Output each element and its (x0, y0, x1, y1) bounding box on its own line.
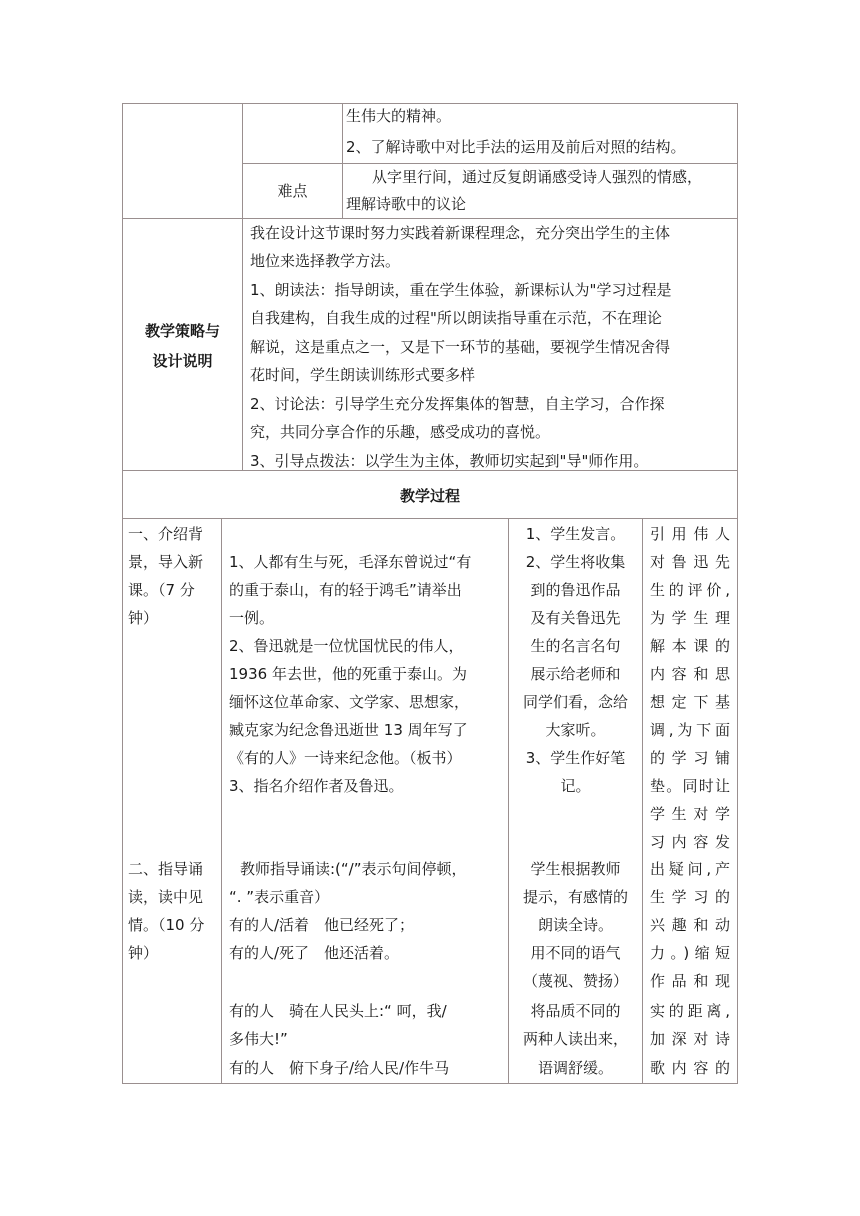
intent-line: 解本课的 (650, 637, 730, 655)
objective-line-2: 2、了解诗歌中对比手法的运用及前后对照的结构。 (346, 138, 686, 156)
step-1-line: 一、介绍背 (128, 525, 204, 543)
intent-line: 力。)缩短 (650, 944, 730, 962)
student-line: 2、学生将收集 (525, 553, 626, 571)
student-line: 记。 (560, 777, 591, 795)
step-1-line: 课。（7 分 (128, 581, 195, 599)
teacher-line: 臧克家为纪念鲁迅逝世 13 周年写了 (229, 721, 468, 739)
difficulty-line-1: 从字里行间，通过反复朗诵感受诗人强烈的情感， (372, 168, 703, 186)
teacher-line: 有的人/活着 他已经死了； (229, 916, 415, 934)
step-2-line: 二、指导诵 (128, 860, 204, 878)
teacher-line: 2、鲁迅就是一位忧国忧民的伟人， (229, 637, 464, 655)
teacher-line: 有的人 俯下身子/给人民/作牛马 (229, 1059, 450, 1077)
step-1-line: 钟） (128, 609, 159, 627)
teacher-line: 有的人/死了 他还活着。 (229, 944, 400, 962)
row-divider-difficulty (242, 163, 738, 164)
teacher-line: 多伟大!” (229, 1030, 288, 1048)
teacher-line: “. ”表示重音） (229, 888, 330, 906)
teacher-line: 3、指名介绍作者及鲁迅。 (229, 777, 404, 795)
table-border-bottom (122, 1083, 738, 1084)
strategy-line: 我在设计这节课时努力实践着新课程理念，充分突出学生的主体 (250, 224, 671, 242)
intent-line: 歌内容的 (650, 1059, 730, 1077)
student-line: 将品质不同的 (530, 1002, 621, 1020)
student-line: 1、学生发言。 (525, 525, 626, 543)
step-2-line: 钟） (128, 944, 159, 962)
intent-line: 为学生理 (650, 609, 730, 627)
strategy-line: 1、朗读法：指导朗读，重在学生体验，新课标认为"学习过程是 (250, 281, 672, 299)
process-title: 教学过程 (399, 487, 460, 505)
intent-line: 作品和现 (650, 972, 730, 990)
intent-line: 实的距离, (650, 1002, 730, 1020)
row-divider-process-body (122, 518, 738, 519)
student-line: 展示给老师和 (530, 665, 621, 683)
teacher-line: 1936 年去世，他的死重于泰山。为 (229, 665, 467, 683)
intent-line: 兴趣和动 (650, 916, 730, 934)
student-line: 3、学生作好笔 (525, 749, 626, 767)
intent-line: 出疑问,产 (650, 860, 730, 878)
step-2-line: 情。（10 分 (128, 916, 205, 934)
student-line: 两种人读出来， (522, 1030, 628, 1048)
intent-line: 生学习的 (650, 888, 730, 906)
table-border-left (122, 103, 123, 1084)
teacher-line: 《有的人》一诗来纪念他。（板书） (229, 749, 462, 767)
intent-line: 想定下基 (650, 693, 730, 711)
student-line: 生的名言名句 (530, 637, 621, 655)
teacher-line: 的重于泰山，有的轻于鸿毛”请举出 (229, 581, 462, 599)
intent-line: 的学习铺 (650, 749, 730, 767)
student-line: 大家听。 (545, 721, 606, 739)
objective-line-1: 生伟大的精神。 (346, 107, 452, 125)
strategy-line: 3、引导点拨法：以学生为主体，教师切实起到"导"师作用。 (250, 452, 649, 470)
strategy-label-line-2: 设计说明 (152, 352, 213, 370)
student-line: 语调舒缓。 (537, 1059, 613, 1077)
step-2-line: 读，读中见 (128, 888, 204, 906)
teacher-line: 教师指导诵读:(“/”表示句间停顿， (240, 860, 467, 878)
intent-line: 引用伟人 (650, 525, 730, 543)
table-border-right (737, 103, 738, 1084)
col-divider-strategy (242, 218, 243, 471)
intent-line: 对鲁迅先 (650, 553, 730, 571)
strategy-label-line-1: 教学策略与 (144, 322, 220, 340)
strategy-line: 花时间，学生朗读训练形式要多样 (250, 366, 476, 384)
strategy-line: 自我建构，自我生成的过程"所以朗读指导重在示范，不在理论 (250, 309, 662, 327)
table-border-top (122, 103, 738, 104)
teacher-line: 有的人 骑在人民头上:“ 呵，我/ (229, 1002, 447, 1020)
student-line: 用不同的语气 (530, 944, 621, 962)
strategy-line: 地位来选择教学方法。 (250, 252, 401, 270)
step-1-line: 景，导入新 (128, 553, 204, 571)
intent-line: 调,为下面 (650, 721, 730, 739)
intent-line: 生的评价, (650, 581, 730, 599)
intent-line: 垫。同时让 (650, 777, 730, 795)
row-divider-strategy (122, 218, 738, 219)
difficulty-line-2: 理解诗歌中的议论 (346, 195, 467, 213)
student-line: 学生根据教师 (530, 860, 621, 878)
difficulty-label: 难点 (277, 182, 308, 200)
intent-line: 学生对学 (650, 805, 730, 823)
intent-line: 内容和思 (650, 665, 730, 683)
intent-line: 习内容发 (650, 833, 730, 851)
student-line: 及有关鲁迅先 (530, 609, 621, 627)
strategy-line: 解说，这是重点之一，又是下一环节的基础，要视学生情况舍得 (250, 338, 671, 356)
col-divider-process-3 (642, 518, 643, 1084)
teacher-line: 缅怀这位革命家、文学家、思想家， (229, 693, 470, 711)
col-divider-top-b (342, 103, 343, 219)
teacher-line: 一例。 (229, 609, 275, 627)
student-line: 同学们看，念给 (522, 693, 628, 711)
student-line: 朗读全诗。 (537, 916, 613, 934)
intent-line: 加深对诗 (650, 1030, 730, 1048)
strategy-line: 究，共同分享合作的乐趣，感受成功的喜悦。 (250, 423, 551, 441)
student-line: 提示，有感情的 (522, 888, 628, 906)
col-divider-process-1 (221, 518, 222, 1084)
strategy-line: 2、讨论法：引导学生充分发挥集体的智慧，自主学习，合作探 (250, 395, 665, 413)
student-line: （蔑视、赞扬） (522, 972, 628, 990)
student-line: 到的鲁迅作品 (530, 581, 621, 599)
teacher-line: 1、人都有生与死，毛泽东曾说过“有 (229, 553, 472, 571)
